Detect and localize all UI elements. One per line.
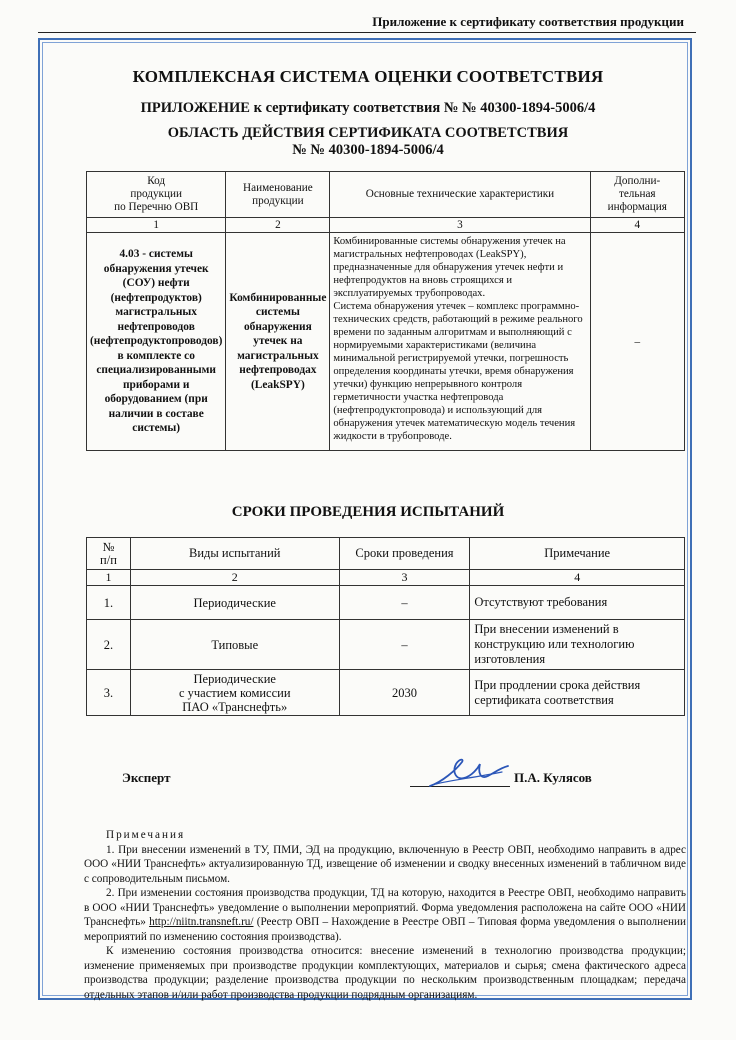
col-header-code: Код продукции по Перечню ОВП — [87, 172, 226, 218]
handwritten-signature — [422, 756, 512, 792]
header-note: Приложение к сертификату соответствия продукции — [372, 14, 684, 29]
scope-title-line2: № № 40300-1894-5006/4 — [292, 142, 444, 158]
annex-title: ПРИЛОЖЕНИЕ к сертификату соответствия № № 40300-1894-5006/4 — [140, 100, 596, 116]
col-header-characteristics: Основные технические характеристики — [330, 172, 590, 218]
col-header-additional: Дополни- тельная информация — [590, 172, 684, 218]
tests-table — [86, 537, 685, 716]
signer-role: Эксперт — [122, 770, 171, 785]
product-name-cell: Комбинированные системы обнаружения утечек на магистральных нефтепроводах (LeakSPY) — [226, 233, 330, 451]
col-header-term: Сроки проведения — [339, 538, 470, 570]
product-code-cell: 4.03 - системы обнаружения утечек (СОУ) нефти (нефтепродуктов) магистральных нефтепроводов (нефтепродуктопроводов) в комплекте со специализированными приборами и оборудованием (при наличии в составе системы) — [87, 233, 226, 451]
col-header-test-type: Виды испытаний — [130, 538, 339, 570]
document-title: КОМПЛЕКСНАЯ СИСТЕМА ОЦЕНКИ СООТВЕТСТВИЯ — [132, 67, 604, 86]
col-header-name: Наименование продукции — [226, 172, 330, 218]
column-numbers-row: 1 2 3 4 — [87, 218, 685, 233]
notes-title: Примечания — [106, 829, 186, 841]
note-1: 1. При внесении изменений в ТУ, ПМИ, ЭД на продукцию, включенную в Реестр ОВП, необходимо направить в адрес ООО «НИИ Транснефть» актуализированную ТД, извещение об изменении и сводку внесенных изменений в табличном виде с сопроводительным письмом. — [84, 843, 686, 885]
signer-name: П.А. Кулясов — [514, 770, 592, 785]
additional-info-cell: – — [590, 233, 684, 451]
table-row: 1. Периодические – Отсутствуют требования — [87, 586, 685, 620]
signature-block — [122, 770, 636, 800]
scope-table — [86, 171, 685, 451]
table-row: 2. Типовые – При внесении изменений в конструкцию или технологию изготовления — [87, 620, 685, 670]
characteristics-cell: Комбинированные системы обнаружения утечек на магистральных нефтепроводах (LeakSPY), предназначенные для обнаружения утечек нефти и нефтепродуктов на вновь строящихся и эксплуатируемых трубопроводах. Система обнаружения утечек – комплекс программно-технических средств, работающий в режиме реального времени по заданным алгоритмам и выполняющий с нормируемыми характеристиками (величина минимальной регистрируемой утечки, погрешность определения координаты утечки, время обнаружения утечки) функцию непрерывного контроля герметичности участка нефтепровода (нефтепродуктопровода) и использующий для обнаружения утечек математическую модель течения жидкости в трубопроводе. — [330, 233, 590, 451]
column-numbers-row: 1 2 3 4 — [87, 570, 685, 586]
col-header-note: Примечание — [470, 538, 685, 570]
table-row: 3. Периодические с участием комиссии ПАО «Транснефть» 2030 При продлении срока действия сертификата соответствия — [87, 670, 685, 716]
niitn-link[interactable]: http://niitn.transneft.ru/ — [149, 916, 254, 928]
table-row — [87, 233, 685, 451]
col-header-number: № п/п — [87, 538, 131, 570]
header-rule — [38, 32, 696, 33]
tests-title: СРОКИ ПРОВЕДЕНИЯ ИСПЫТАНИЙ — [231, 504, 505, 520]
note-2: 2. При изменении состояния производства продукции, ТД на которую, находится в Реестре ОВП, необходимо направить в ООО «НИИ Транснефть» уведомление о выполнении мероприятий. Форма уведомления расположена на сайте ООО «НИИ Транснефть» http://niitn.transneft.ru/ (Реестр ОВП – Нахождение в Реестре ОВП – Типовая форма уведомления о выполнении мероприятий по изменению состояния производства). — [84, 887, 687, 943]
notes-section — [84, 828, 686, 1002]
note-3: К изменению состояния производства относится: внесение изменений в технологию производства продукции; изменение применяемых при производстве продукции комплектующих, материалов и сырья; смена фактического адреса производства продукции; разделение производства продукции по нескольким производственным площадкам; передача отдельных этапов и/или работ производства продукции подрядным организациям. — [84, 945, 686, 1001]
scope-title — [40, 125, 696, 159]
scope-title-line1: ОБЛАСТЬ ДЕЙСТВИЯ СЕРТИФИКАТА СООТВЕТСТВИЯ — [167, 125, 569, 141]
